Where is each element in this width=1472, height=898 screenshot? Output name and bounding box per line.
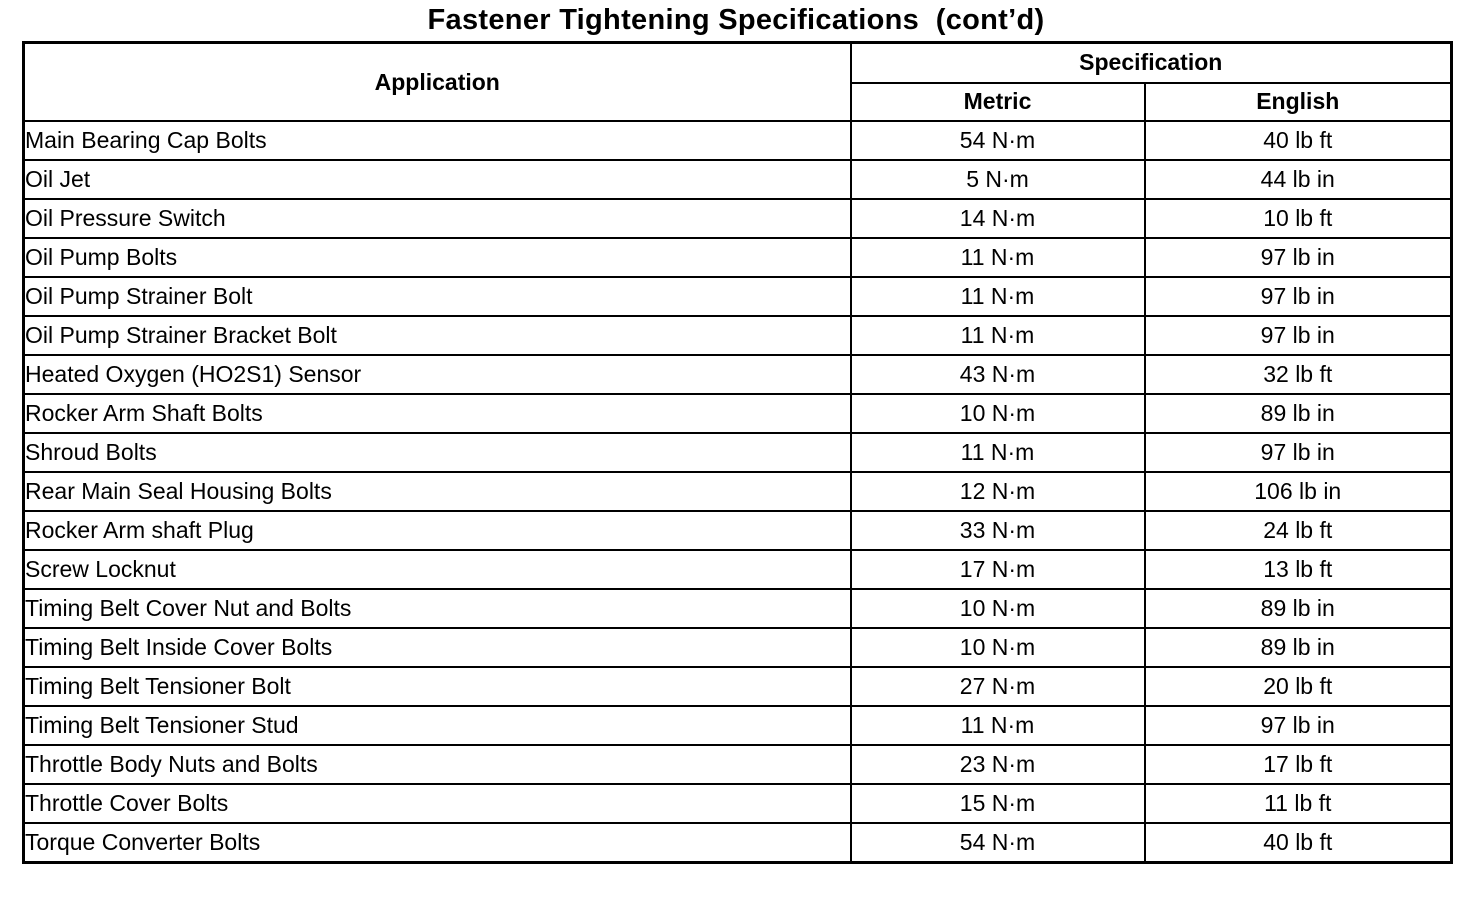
english-cell: 13 lb ft: [1145, 550, 1452, 589]
english-cell: 11 lb ft: [1145, 784, 1452, 823]
application-cell: Shroud Bolts: [24, 433, 851, 472]
header-english: English: [1145, 83, 1452, 122]
table-row: [24, 511, 1452, 550]
table-row: [24, 823, 1452, 863]
english-cell: 24 lb ft: [1145, 511, 1452, 550]
english-cell: 20 lb ft: [1145, 667, 1452, 706]
table-row: [24, 745, 1452, 784]
english-cell: 97 lb in: [1145, 316, 1452, 355]
english-cell: 17 lb ft: [1145, 745, 1452, 784]
metric-cell: 11 N·m: [851, 238, 1145, 277]
metric-cell: 33 N·m: [851, 511, 1145, 550]
table-row: [24, 394, 1452, 433]
table-row: [24, 277, 1452, 316]
fastener-spec-table: [22, 41, 1453, 864]
table-row: [24, 316, 1452, 355]
metric-cell: 12 N·m: [851, 472, 1145, 511]
metric-cell: 11 N·m: [851, 433, 1145, 472]
application-cell: Oil Pressure Switch: [24, 199, 851, 238]
application-cell: Timing Belt Tensioner Bolt: [24, 667, 851, 706]
metric-cell: 11 N·m: [851, 706, 1145, 745]
application-cell: Timing Belt Tensioner Stud: [24, 706, 851, 745]
english-cell: 89 lb in: [1145, 589, 1452, 628]
english-cell: 97 lb in: [1145, 706, 1452, 745]
table-row: [24, 628, 1452, 667]
metric-cell: 54 N·m: [851, 121, 1145, 160]
application-cell: Torque Converter Bolts: [24, 823, 851, 863]
english-cell: 89 lb in: [1145, 394, 1452, 433]
header-metric: Metric: [851, 83, 1145, 122]
english-cell: 44 lb in: [1145, 160, 1452, 199]
english-cell: 32 lb ft: [1145, 355, 1452, 394]
application-cell: Oil Pump Strainer Bolt: [24, 277, 851, 316]
application-cell: Throttle Cover Bolts: [24, 784, 851, 823]
metric-cell: 11 N·m: [851, 316, 1145, 355]
english-cell: 40 lb ft: [1145, 121, 1452, 160]
table-row: [24, 160, 1452, 199]
metric-cell: 27 N·m: [851, 667, 1145, 706]
english-cell: 97 lb in: [1145, 433, 1452, 472]
table-row: [24, 550, 1452, 589]
metric-cell: 10 N·m: [851, 589, 1145, 628]
metric-cell: 23 N·m: [851, 745, 1145, 784]
table-row: [24, 589, 1452, 628]
metric-cell: 17 N·m: [851, 550, 1145, 589]
application-cell: Rocker Arm shaft Plug: [24, 511, 851, 550]
metric-cell: 14 N·m: [851, 199, 1145, 238]
english-cell: 10 lb ft: [1145, 199, 1452, 238]
metric-cell: 43 N·m: [851, 355, 1145, 394]
application-cell: Throttle Body Nuts and Bolts: [24, 745, 851, 784]
application-cell: Rear Main Seal Housing Bolts: [24, 472, 851, 511]
application-cell: Oil Pump Strainer Bracket Bolt: [24, 316, 851, 355]
english-cell: 89 lb in: [1145, 628, 1452, 667]
table-row: [24, 784, 1452, 823]
metric-cell: 11 N·m: [851, 277, 1145, 316]
header-application: Application: [24, 43, 851, 122]
header-specification: Specification: [851, 43, 1452, 83]
table-row: [24, 472, 1452, 511]
table-row: [24, 238, 1452, 277]
table-body: [24, 121, 1452, 863]
application-cell: Timing Belt Cover Nut and Bolts: [24, 589, 851, 628]
metric-cell: 10 N·m: [851, 394, 1145, 433]
table-row: [24, 706, 1452, 745]
application-cell: Timing Belt Inside Cover Bolts: [24, 628, 851, 667]
english-cell: 97 lb in: [1145, 277, 1452, 316]
page-title: Fastener Tightening Specifications (cont’d): [427, 4, 1045, 36]
english-cell: 97 lb in: [1145, 238, 1452, 277]
application-cell: Main Bearing Cap Bolts: [24, 121, 851, 160]
table-row: [24, 667, 1452, 706]
application-cell: Oil Jet: [24, 160, 851, 199]
table-row: [24, 355, 1452, 394]
english-cell: 106 lb in: [1145, 472, 1452, 511]
application-cell: Screw Locknut: [24, 550, 851, 589]
application-cell: Heated Oxygen (HO2S1) Sensor: [24, 355, 851, 394]
metric-cell: 5 N·m: [851, 160, 1145, 199]
table-row: [24, 433, 1452, 472]
english-cell: 40 lb ft: [1145, 823, 1452, 863]
metric-cell: 15 N·m: [851, 784, 1145, 823]
metric-cell: 54 N·m: [851, 823, 1145, 863]
metric-cell: 10 N·m: [851, 628, 1145, 667]
table-row: [24, 121, 1452, 160]
application-cell: Oil Pump Bolts: [24, 238, 851, 277]
table-row: [24, 199, 1452, 238]
application-cell: Rocker Arm Shaft Bolts: [24, 394, 851, 433]
